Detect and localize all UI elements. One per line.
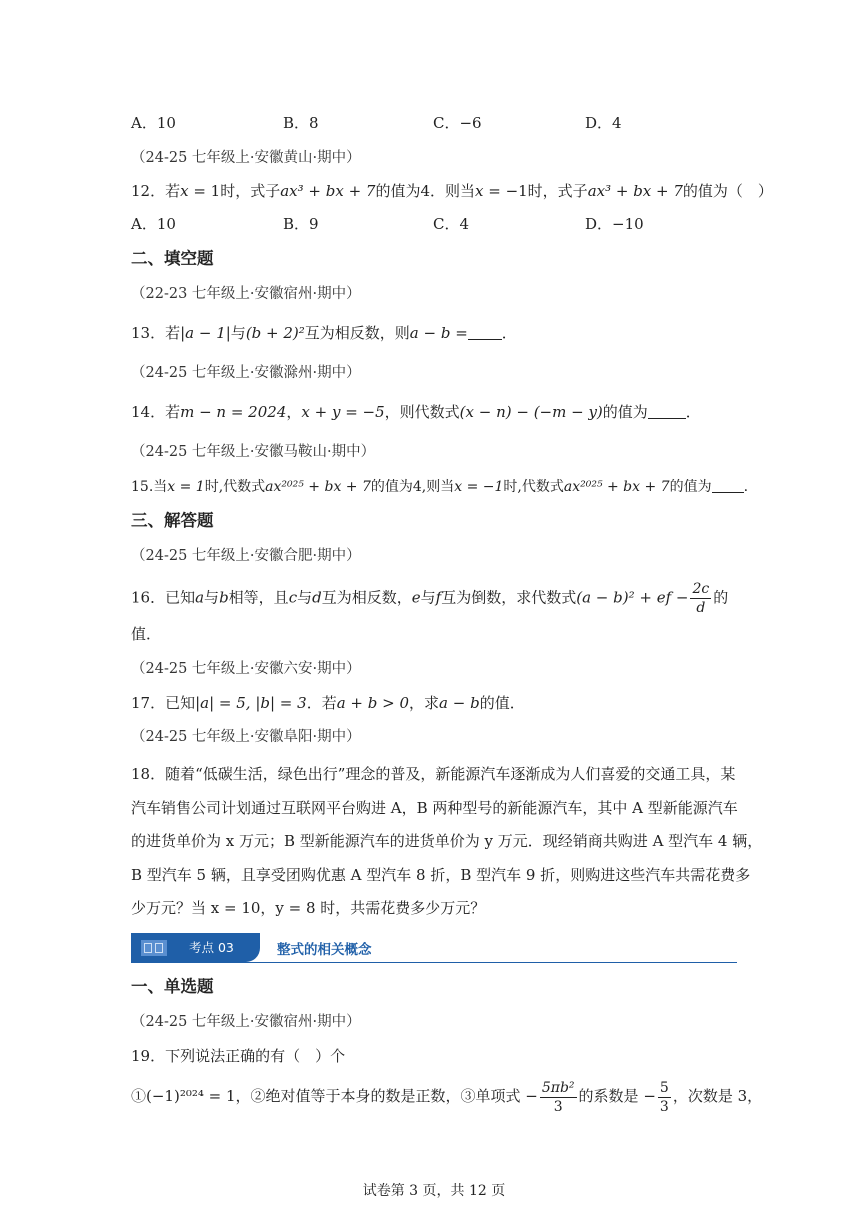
- question-18-line-5: 少万元？当 x = 10，y = 8 时，共需花费多少万元？: [131, 899, 486, 917]
- question-19-items: ①(−1)²⁰²⁴ = 1，②绝对值等于本身的数是正数，③单项式 − $\frac{\text{5πb²}}{3}$ 的系数是 − $\frac{5}{3}$ ，次数是 3，: [131, 1079, 763, 1115]
- question-18-line-4: B 型汽车 5 辆，且享受团购优惠 A 型汽车 8 折，B 型汽车 9 折，则购进这些汽车共需花费多: [131, 866, 751, 884]
- question-13: 13．若|a − 1|与(b + 2)²互为相反数，则a − b = ．: [131, 324, 517, 342]
- source-q12: （24-25 七年级上·安徽黄山·期中）: [131, 150, 361, 166]
- question-18-line-1: 18．随着“低碳生活，绿色出行”理念的普及，新能源汽车逐渐成为人们喜爱的交通工具，某: [131, 765, 736, 783]
- q11-option-a: A．10: [131, 114, 176, 132]
- question-18-line-3: 的进货单价为 x 万元；B 型新能源汽车的进货单价为 y 万元．现经销商共购进 A 型汽车 4 辆，: [131, 832, 763, 850]
- answer-blank: [648, 404, 686, 419]
- question-18-line-2: 汽车销售公司计划通过互联网平台购进 A，B 两种型号的新能源汽车，其中 A 型新能源汽车: [131, 799, 738, 817]
- question-16-continued: 值．: [131, 625, 162, 643]
- q12-option-b: B．9: [283, 215, 319, 233]
- question-15: 15.当x = 1时,代数式ax²⁰²⁵ + bx + 7的值为4,则当x = −1时,代数式ax²⁰²⁵ + bx + 7的值为 .: [131, 479, 749, 495]
- section-fill-blank: 二、填空题: [131, 249, 214, 268]
- answer-blank: [712, 478, 744, 493]
- question-16: 16．已知a与b相等，且c与d互为相反数，e与f互为倒数，求代数式(a − b)² + ef − $\frac{2c}{d}$ 的: [131, 581, 729, 616]
- source-q16: （24-25 七年级上·安徽合肥·期中）: [131, 548, 361, 564]
- fraction-5-over-3: $\frac{5}{3}$: [659, 1079, 669, 1115]
- source-q18: （24-25 七年级上·安徽阜阳·期中）: [131, 729, 361, 745]
- page-footer: 试卷第 3 页，共 12 页: [362, 1183, 506, 1199]
- q11-option-c: C．−6: [433, 114, 482, 132]
- question-14: 14．若m − n = 2024，x + y = −5，则代数式(x − n) − (−m − y)的值为 ．: [131, 403, 701, 421]
- banner-code: 考点 03: [189, 940, 234, 955]
- fraction-5pib2-over-3: $\frac{\text{5πb²}}{3}$: [541, 1079, 575, 1115]
- source-q17: （24-25 七年级上·安徽六安·期中）: [131, 661, 361, 677]
- section-single-choice: 一、单选题: [131, 977, 214, 996]
- topic-banner: [131, 933, 737, 963]
- source-q15: （24-25 七年级上·安徽马鞍山·期中）: [131, 444, 376, 460]
- source-q19: （24-25 七年级上·安徽宿州·期中）: [131, 1014, 361, 1030]
- banner-divider: [131, 962, 737, 963]
- q11-option-b: B．8: [283, 114, 319, 132]
- question-17: 17．已知|a| = 5, |b| = 3．若a + b > 0，求a − b的值．: [131, 694, 525, 712]
- q12-option-c: C．4: [433, 215, 470, 233]
- section-answer: 三、解答题: [131, 511, 214, 530]
- q12-option-a: A．10: [131, 215, 176, 233]
- source-q13: （22-23 七年级上·安徽宿州·期中）: [131, 286, 361, 302]
- source-q14: （24-25 七年级上·安徽滁州·期中）: [131, 365, 361, 381]
- answer-blank: [468, 325, 502, 340]
- banner-title: 整式的相关概念: [277, 942, 372, 958]
- q12-option-d: D．−10: [585, 215, 644, 233]
- question-19: 19．下列说法正确的有（ ）个: [131, 1047, 346, 1065]
- question-12: 12．若x = 1时，式子ax³ + bx + 7的值为4．则当x = −1时，式子ax³ + bx + 7的值为（ ）: [131, 182, 773, 200]
- book-icon: [141, 940, 167, 956]
- fraction-2c-over-d: $\frac{2c}{d}$: [692, 581, 710, 616]
- q11-option-d: D．4: [585, 114, 622, 132]
